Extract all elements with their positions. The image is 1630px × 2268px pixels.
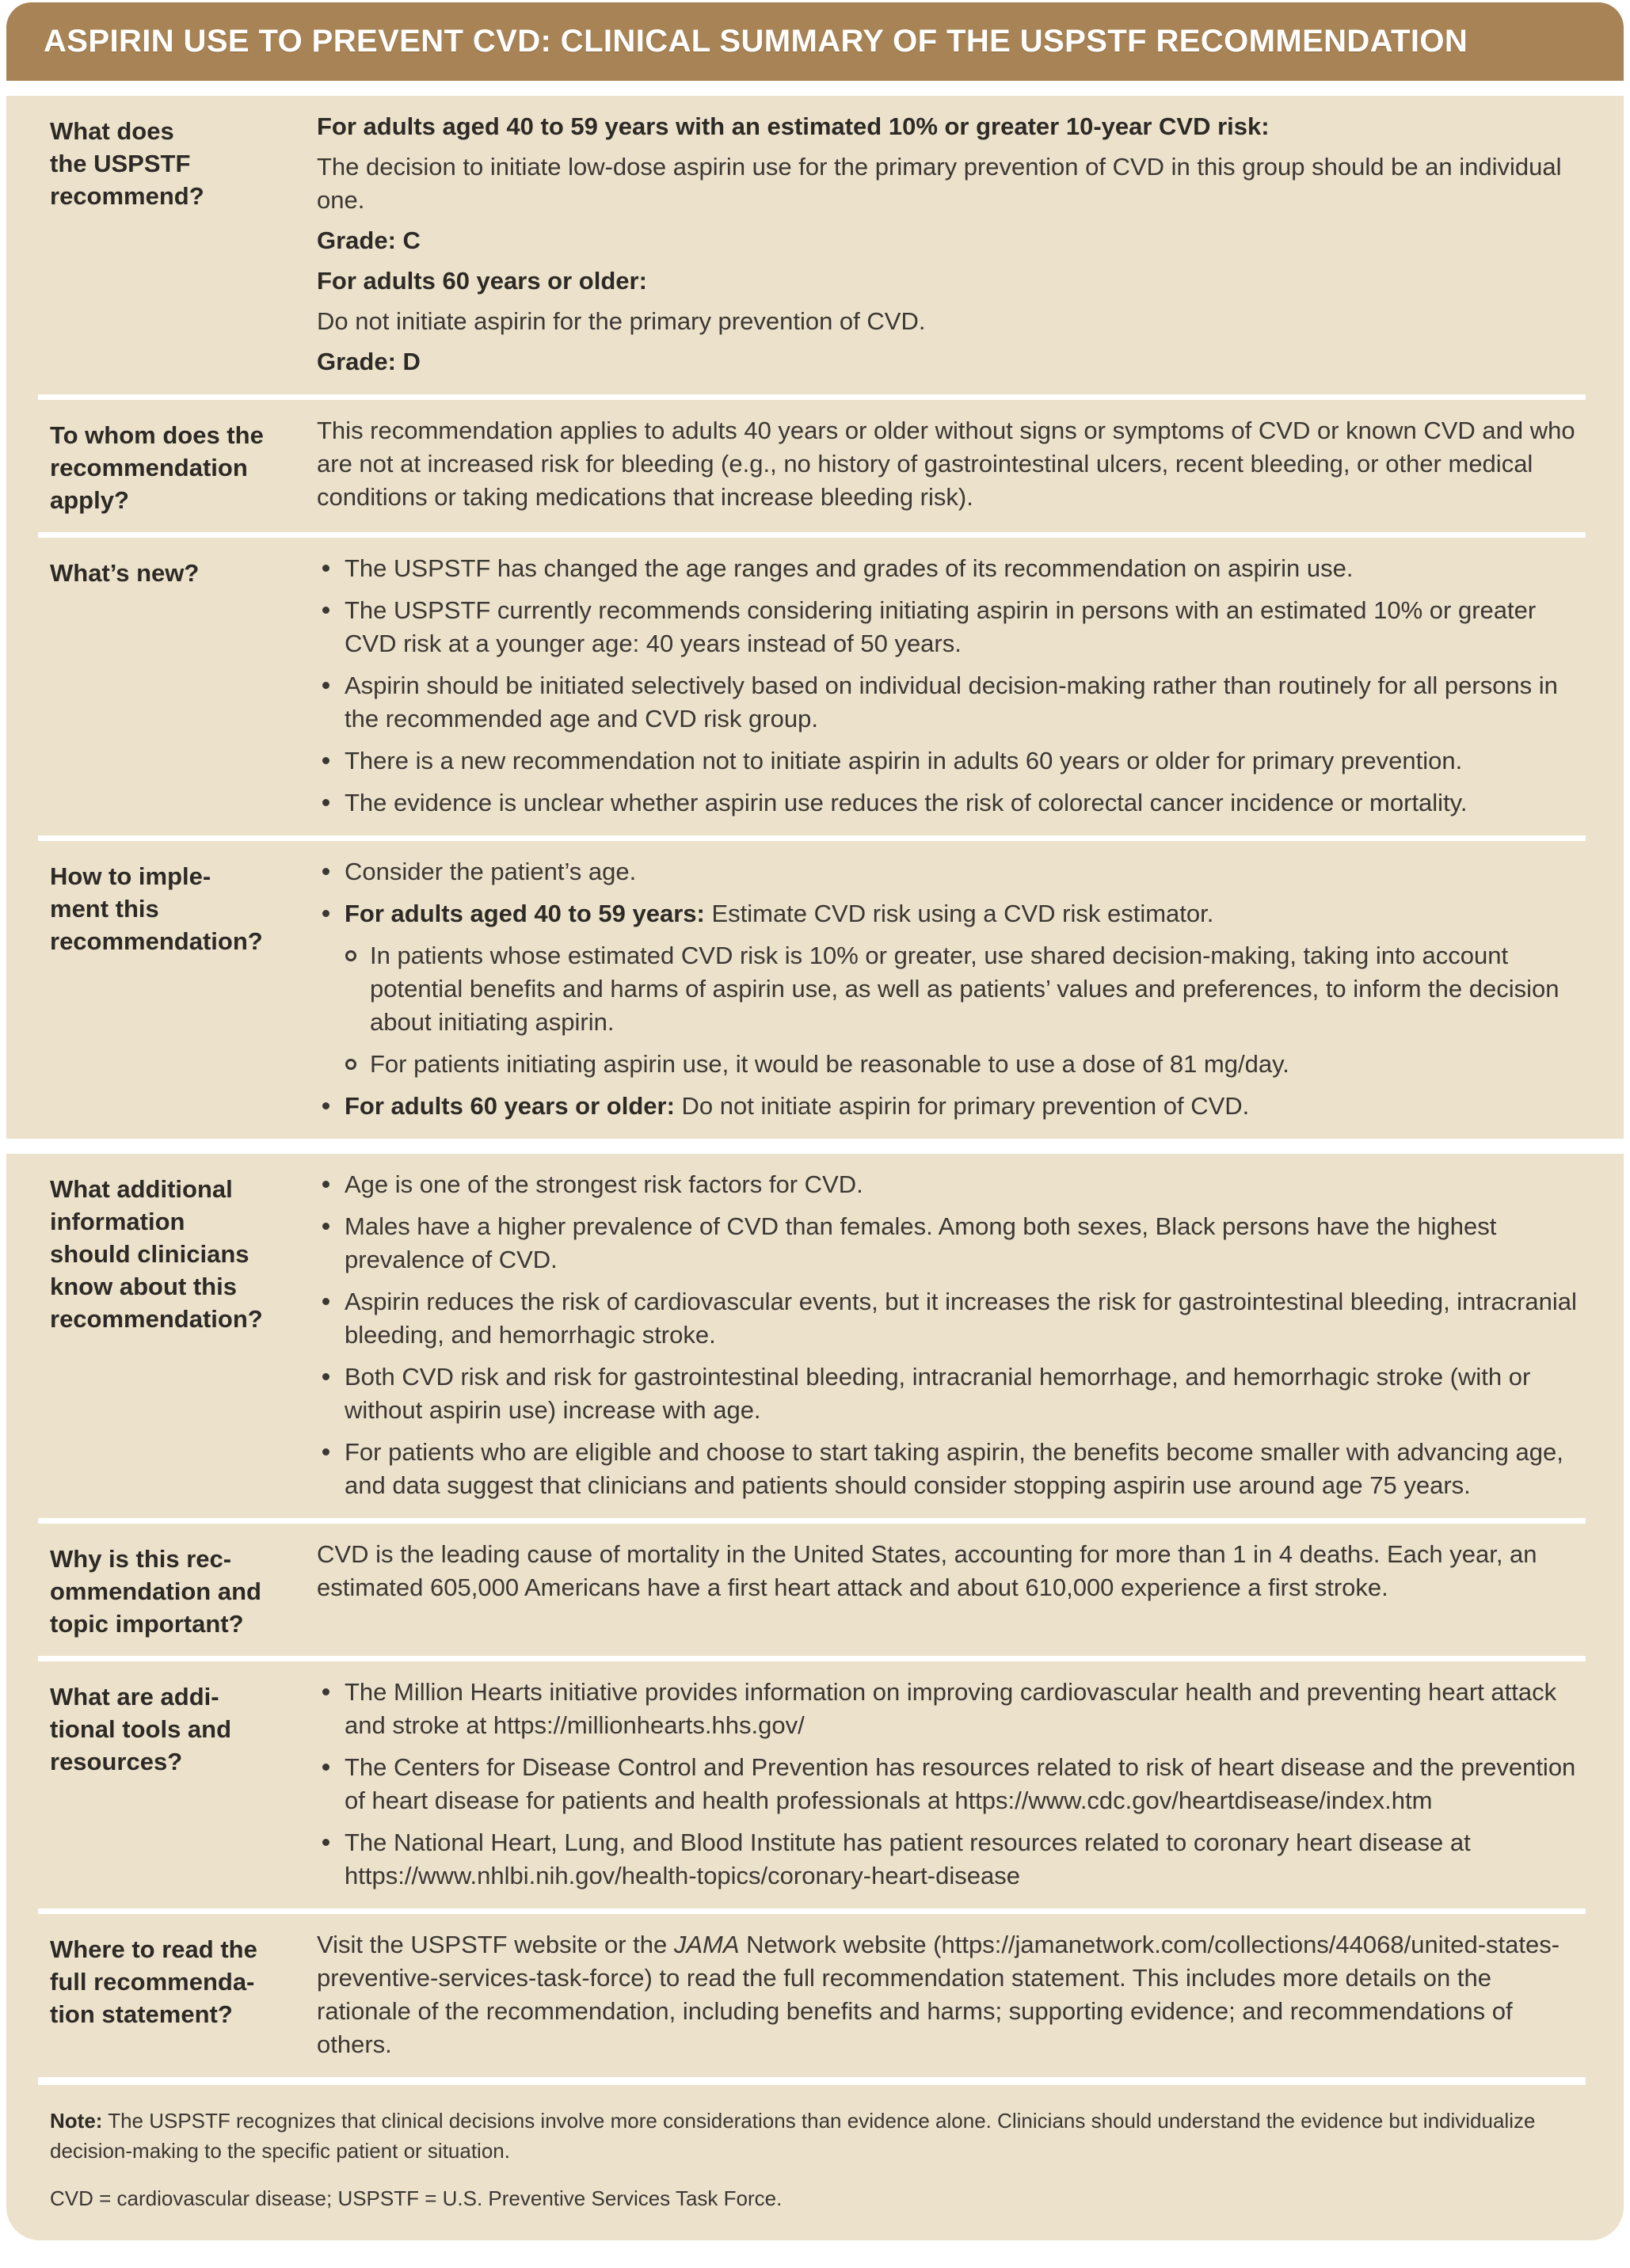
bullet-icon [322,1373,329,1380]
row-divider [38,532,1586,538]
bullet-item [317,744,1582,778]
text-span: Consider the patient’s age. [345,858,637,885]
abbreviations: CVD = cardiovascular disease; USPSTF = U.S. Preventive Services Task Force. [50,2186,783,2210]
bullet-item [317,897,1582,930]
text-span: Network website (https://jamanetwork.com/collections/44068/united-states-preventive-services-task-force) to read the full recommendation statement. This includes more details on the rationale of the recommendation, including benefits and harms; supporting evidence; and recommendations of others. [317,1931,1560,2058]
question-line: ment this [50,895,159,923]
answer-cell [317,855,1624,1123]
bullet-icon [322,1688,329,1695]
bullet-item [317,1676,1582,1742]
question-line: know about this [50,1273,237,1300]
text-span: JAMA [673,1931,740,1958]
question-line: full recommenda- [50,1968,255,1996]
sections [6,96,1624,2077]
summary-row [6,400,1624,532]
note-text: The USPSTF recognizes that clinical decisions involve more considerations than evidence alone. Clinicians should understand the evidence but individualize decision-making to the specific patient or situation. [50,2109,1536,2163]
note-paragraph [50,2106,1580,2166]
text-span: The Centers for Disease Control and Prevention has resources related to risk of heart disease and the prevention of heart disease for patients and health professionals at https://www.cdc.gov/heartdisease/index.htm [345,1753,1576,1814]
text-span: For patients who are eligible and choose to start taking aspirin, the benefits become smaller with advancing age, and data suggest that clinicians and patients should consider stopping aspirin use around age 75 years. [345,1438,1563,1499]
header-bar [6,2,1624,81]
bullet-icon [322,910,329,917]
circle-bullet-icon [345,950,356,961]
question-line: To whom does the [50,421,264,449]
bullet-item [317,1826,1582,1893]
text-span: For adults aged 40 to 59 years: [345,900,705,927]
answer-cell [317,552,1624,820]
question-line: recommendation? [50,927,263,955]
answer-cell [317,1676,1624,1893]
text-span: Aspirin reduces the risk of cardiovascular events, but it increases the risk for gastrointestinal bleeding, intracranial bleeding, and hemorrhagic stroke. [345,1288,1577,1349]
question-cell [6,552,317,820]
answer-paragraph [317,345,1582,379]
bullet-icon [322,1839,329,1846]
summary-row [6,96,1624,394]
answer-paragraph [317,264,1582,298]
question-line: What’s new? [50,559,200,587]
question-cell [6,1538,317,1640]
text-span: Males have a higher prevalence of CVD than females. Among both sexes, Black persons have the highest prevalence of CVD. [345,1212,1497,1273]
answer-paragraph [317,110,1582,143]
answer-paragraph [317,1538,1582,1604]
row-divider [38,835,1586,841]
bullet-item [317,669,1582,736]
question-line: Why is this rec- [50,1545,232,1573]
bullet-item [317,594,1582,660]
answer-cell [317,1538,1624,1640]
question-line: apply? [50,486,129,514]
answer-paragraph [317,414,1582,514]
text-span: CVD is the leading cause of mortality in the United States, accounting for more than 1 in 4 deaths. Each year, an estimated 605,000 Americans have a first heart attack and about 610,000 experience a first stroke. [317,1540,1537,1601]
bullet-icon [322,799,329,806]
question-line: topic important? [50,1610,244,1638]
answer-cell [317,110,1624,379]
bullet-icon [322,1298,329,1305]
question-line: Where to read the [50,1935,257,1963]
text-span: Do not initiate aspirin for the primary prevention of CVD. [317,307,926,335]
question-line: resources? [50,1748,183,1775]
text-span: For adults 60 years or older: [345,1092,675,1120]
bullet-item [317,1360,1582,1427]
circle-bullet-icon [345,1059,356,1070]
answer-paragraph [317,224,1582,257]
summary-row [6,1661,1624,1908]
question-cell [6,1168,317,1502]
bullet-icon [322,682,329,689]
question-line: tional tools and [50,1715,232,1743]
text-span: Both CVD risk and risk for gastrointestinal bleeding, intracranial hemorrhage, and hemorrhagic stroke (with or without aspirin use) increase with age. [345,1363,1531,1424]
sub-bullet-item [317,1048,1582,1081]
answer-paragraph [317,1928,1582,2061]
text-span: For adults 60 years or older: [317,267,647,295]
text-span: In patients whose estimated CVD risk is 10% or greater, use shared decision-making, taking into account potential benefits and harms of aspirin use, as well as patients’ values and preferences, to inform the decision about initiating aspirin. [370,942,1560,1036]
question-line: How to imple- [50,862,211,890]
summary-row [6,538,1624,835]
question-line: What additional [50,1175,233,1203]
bullet-item [317,552,1582,585]
text-span: Age is one of the strongest risk factors for CVD. [345,1170,863,1198]
answer-paragraph [317,150,1582,217]
question-line: should clinicians [50,1240,249,1268]
text-span: The National Heart, Lung, and Blood Institute has patient resources related to coronary heart disease at https://www.nhlbi.nih.gov/health-topics/coronary-heart-disease [345,1828,1471,1889]
page-break-gap [6,1139,1624,1154]
text-span: The USPSTF has changed the age ranges and grades of its recommendation on aspirin use. [345,554,1354,582]
text-span: The evidence is unclear whether aspirin use reduces the risk of colorectal cancer incidence or mortality. [345,789,1468,816]
bullet-icon [322,1764,329,1771]
question-line: the USPSTF [50,150,191,177]
question-cell [6,1928,317,2061]
note-label: Note: [50,2109,103,2133]
question-line: information [50,1208,185,1235]
bullet-icon [322,1223,329,1230]
row-divider [38,1656,1586,1661]
question-line: recommendation? [50,1305,263,1333]
text-span: For adults aged 40 to 59 years with an estimated 10% or greater 10-year CVD risk: [317,112,1270,140]
header-gap [0,81,1630,96]
bullet-item [317,1285,1582,1352]
answer-cell [317,1168,1624,1502]
text-span: Estimate CVD risk using a CVD risk estimator. [704,900,1214,927]
question-line: ommendation and [50,1577,261,1605]
bullet-item [317,786,1582,820]
text-span: Grade: D [317,348,421,375]
bullet-item [317,1436,1582,1502]
text-span: The Million Hearts initiative provides information on improving cardiovascular health and preventing heart attack and stroke at https://millionhearts.hhs.gov/ [345,1678,1557,1739]
summary-table [6,96,1624,2240]
text-span: For patients initiating aspirin use, it would be reasonable to use a dose of 81 mg/day. [370,1050,1289,1078]
summary-row [6,841,1624,1139]
footer-divider [38,2077,1586,2085]
row-divider [38,1908,1586,1914]
bullet-icon [322,1181,329,1188]
bullet-icon [322,1102,329,1109]
bullet-item [317,855,1582,889]
text-span: Visit the USPSTF website or the [317,1931,674,1958]
bullet-item [317,1210,1582,1277]
bullet-icon [322,565,329,572]
sub-bullet-item [317,939,1582,1039]
bullet-item [317,1090,1582,1123]
question-line: What does [50,117,174,145]
row-divider [38,394,1586,400]
text-span: Grade: C [317,226,421,254]
text-span: The USPSTF currently recommends considering initiating aspirin in persons with an estimated 10% or greater CVD risk at a younger age: 40 years instead of 50 years. [345,596,1537,657]
page-title: ASPIRIN USE TO PREVENT CVD: CLINICAL SUMMARY OF THE USPSTF RECOMMENDATION [44,24,1468,59]
text-span: This recommendation applies to adults 40 years or older without signs or symptoms of CVD or known CVD and who are not at increased risk for bleeding (e.g., no history of gastrointestinal ulcers, recent bleeding, or other medical conditions or taking medications that increase bleeding risk). [317,417,1575,511]
bullet-item [317,1751,1582,1817]
question-line: recommendation [50,454,248,481]
text-span: The decision to initiate low-dose aspirin use for the primary prevention of CVD in this group should be an individual one. [317,153,1562,214]
question-cell [6,1676,317,1893]
summary-row [6,1154,1624,1518]
question-cell [6,414,317,516]
text-span: Do not initiate aspirin for primary prevention of CVD. [674,1092,1250,1120]
answer-cell [317,1928,1624,2061]
question-line: recommend? [50,182,204,210]
summary-row [6,1524,1624,1656]
bullet-icon [322,868,329,875]
text-span: There is a new recommendation not to initiate aspirin in adults 60 years or older for primary prevention. [345,747,1463,774]
question-cell [6,110,317,379]
question-cell [6,855,317,1123]
summary-row [6,1914,1624,2077]
row-divider [38,1518,1586,1524]
text-span: Aspirin should be initiated selectively based on individual decision-making rather than routinely for all persons in the recommended age and CVD risk group. [345,672,1558,733]
bullet-item [317,1168,1582,1201]
bullet-icon [322,757,329,764]
bullet-icon [322,1448,329,1456]
answer-cell [317,414,1624,516]
question-line: tion statement? [50,2000,233,2028]
answer-paragraph [317,305,1582,338]
footnote-area [6,2085,1624,2240]
bullet-icon [322,607,329,614]
question-line: What are addi- [50,1683,219,1711]
